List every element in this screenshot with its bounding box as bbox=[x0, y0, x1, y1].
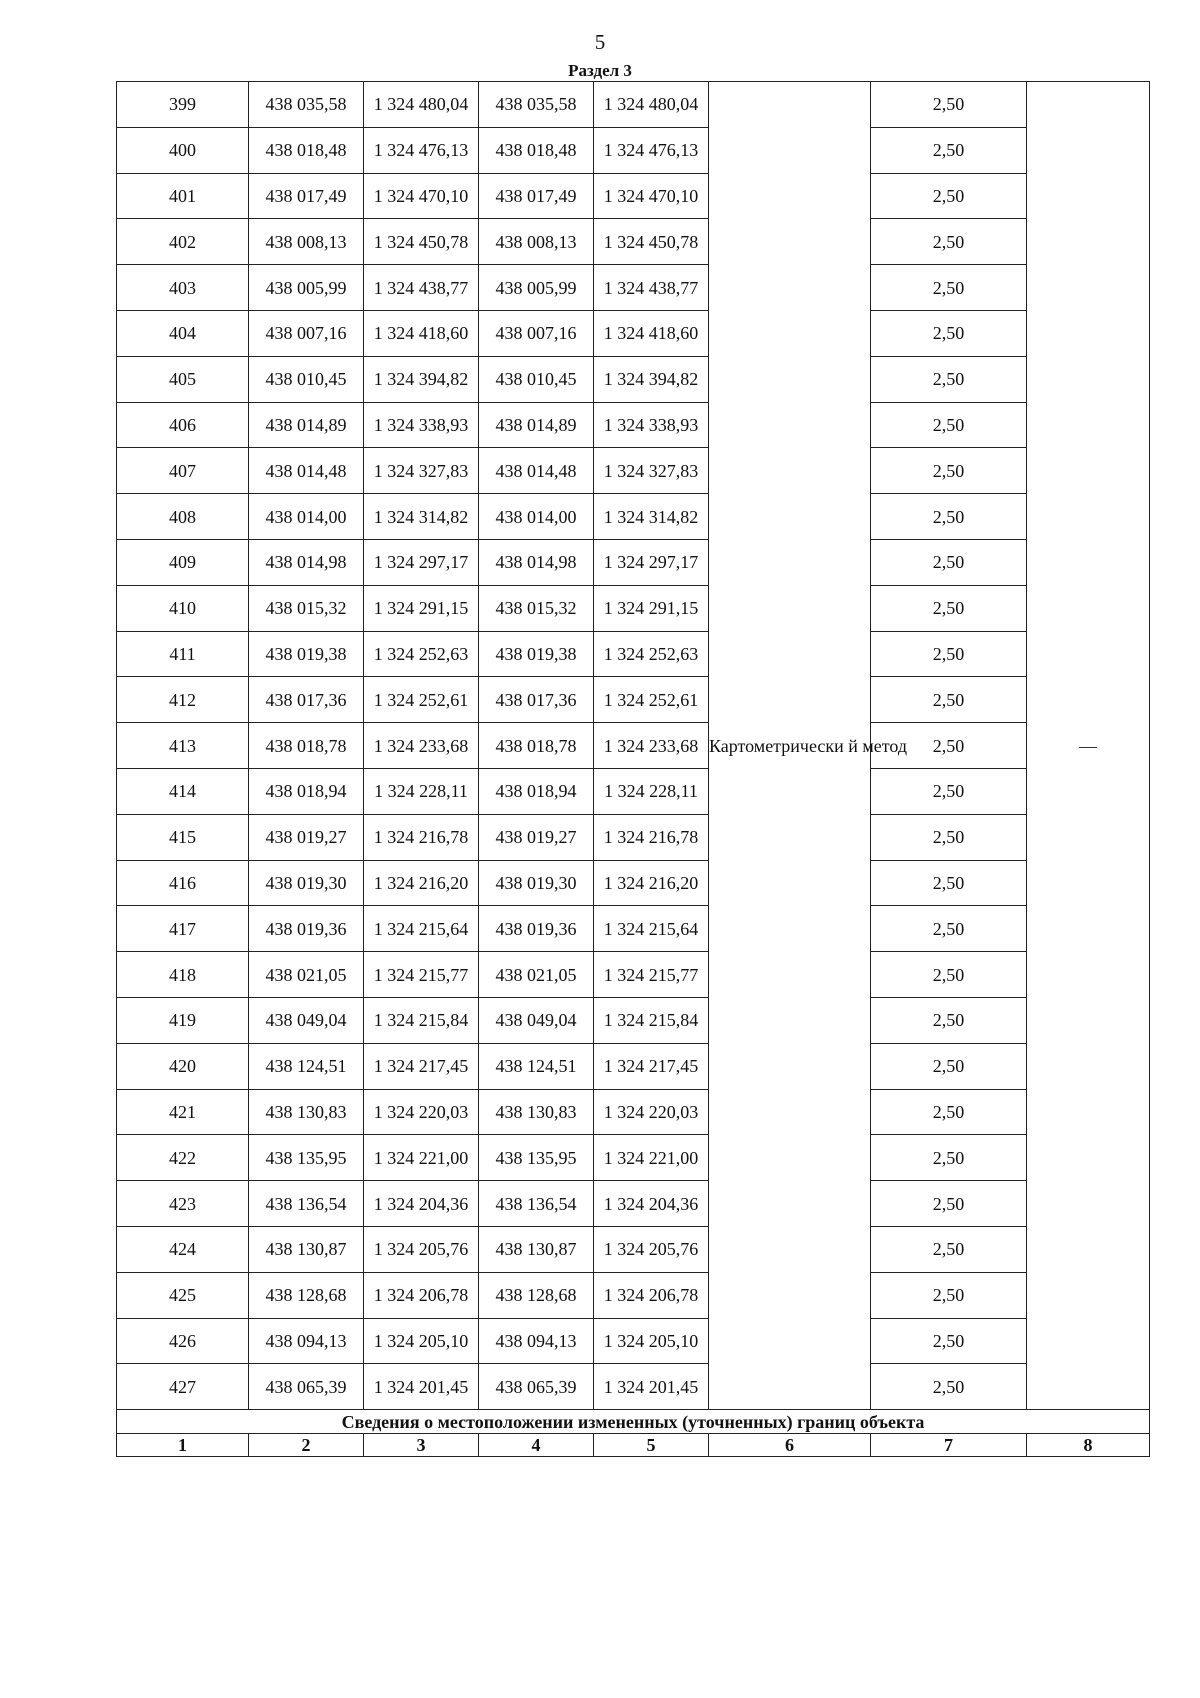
accuracy-cell: 2,50 bbox=[871, 82, 1027, 128]
table-row bbox=[117, 219, 1150, 265]
y-refined-cell: 1 324 252,61 bbox=[594, 677, 709, 723]
x-existing-cell: 438 015,32 bbox=[249, 585, 364, 631]
accuracy-cell: 2,50 bbox=[871, 402, 1027, 448]
x-refined-cell: 438 005,99 bbox=[479, 265, 594, 311]
y-refined-cell: 1 324 418,60 bbox=[594, 310, 709, 356]
table-row bbox=[117, 494, 1150, 540]
column-number: 2 bbox=[249, 1434, 364, 1457]
table-row bbox=[117, 631, 1150, 677]
point-number-cell: 415 bbox=[117, 814, 249, 860]
y-refined-cell: 1 324 438,77 bbox=[594, 265, 709, 311]
table-row bbox=[117, 585, 1150, 631]
table-row bbox=[117, 906, 1150, 952]
table-row bbox=[117, 173, 1150, 219]
accuracy-cell: 2,50 bbox=[871, 265, 1027, 311]
accuracy-cell: 2,50 bbox=[871, 1272, 1027, 1318]
y-existing-cell: 1 324 220,03 bbox=[364, 1089, 479, 1135]
point-number-cell: 425 bbox=[117, 1272, 249, 1318]
point-number-cell: 426 bbox=[117, 1318, 249, 1364]
accuracy-cell: 2,50 bbox=[871, 906, 1027, 952]
point-number-cell: 405 bbox=[117, 356, 249, 402]
y-existing-cell: 1 324 233,68 bbox=[364, 723, 479, 769]
point-number-cell: 399 bbox=[117, 82, 249, 128]
x-refined-cell: 438 065,39 bbox=[479, 1364, 594, 1410]
table-row bbox=[117, 82, 1150, 128]
y-existing-cell: 1 324 327,83 bbox=[364, 448, 479, 494]
y-refined-cell: 1 324 450,78 bbox=[594, 219, 709, 265]
point-number-cell: 422 bbox=[117, 1135, 249, 1181]
x-refined-cell: 438 021,05 bbox=[479, 952, 594, 998]
x-refined-cell: 438 049,04 bbox=[479, 997, 594, 1043]
y-existing-cell: 1 324 228,11 bbox=[364, 768, 479, 814]
x-refined-cell: 438 008,13 bbox=[479, 219, 594, 265]
point-number-cell: 419 bbox=[117, 997, 249, 1043]
table-row bbox=[117, 1043, 1150, 1089]
section-title: Раздел 3 bbox=[568, 61, 632, 80]
y-refined-cell: 1 324 470,10 bbox=[594, 173, 709, 219]
y-refined-cell: 1 324 252,63 bbox=[594, 631, 709, 677]
accuracy-cell: 2,50 bbox=[871, 173, 1027, 219]
column-number: 1 bbox=[117, 1434, 249, 1457]
table-row bbox=[117, 723, 1150, 769]
y-existing-cell: 1 324 438,77 bbox=[364, 265, 479, 311]
y-existing-cell: 1 324 418,60 bbox=[364, 310, 479, 356]
table-row bbox=[117, 265, 1150, 311]
table-row bbox=[117, 768, 1150, 814]
x-refined-cell: 438 014,98 bbox=[479, 539, 594, 585]
x-refined-cell: 438 035,58 bbox=[479, 82, 594, 128]
point-number-cell: 401 bbox=[117, 173, 249, 219]
point-number-cell: 402 bbox=[117, 219, 249, 265]
x-refined-cell: 438 014,48 bbox=[479, 448, 594, 494]
y-refined-cell: 1 324 215,64 bbox=[594, 906, 709, 952]
x-refined-cell: 438 128,68 bbox=[479, 1272, 594, 1318]
point-number-cell: 403 bbox=[117, 265, 249, 311]
point-number-cell: 414 bbox=[117, 768, 249, 814]
table-row bbox=[117, 1318, 1150, 1364]
x-existing-cell: 438 065,39 bbox=[249, 1364, 364, 1410]
accuracy-cell: 2,50 bbox=[871, 1181, 1027, 1227]
x-existing-cell: 438 018,78 bbox=[249, 723, 364, 769]
table-row bbox=[117, 1272, 1150, 1318]
y-existing-cell: 1 324 201,45 bbox=[364, 1364, 479, 1410]
x-refined-cell: 438 018,78 bbox=[479, 723, 594, 769]
accuracy-cell: 2,50 bbox=[871, 585, 1027, 631]
y-existing-cell: 1 324 217,45 bbox=[364, 1043, 479, 1089]
x-refined-cell: 438 130,87 bbox=[479, 1226, 594, 1272]
x-refined-cell: 438 018,48 bbox=[479, 127, 594, 173]
table-body bbox=[117, 82, 1150, 1457]
x-existing-cell: 438 130,87 bbox=[249, 1226, 364, 1272]
column-number: 4 bbox=[479, 1434, 594, 1457]
x-existing-cell: 438 021,05 bbox=[249, 952, 364, 998]
x-existing-cell: 438 014,48 bbox=[249, 448, 364, 494]
x-existing-cell: 438 019,38 bbox=[249, 631, 364, 677]
table-row bbox=[117, 402, 1150, 448]
y-existing-cell: 1 324 221,00 bbox=[364, 1135, 479, 1181]
point-number-cell: 423 bbox=[117, 1181, 249, 1227]
point-number-cell: 421 bbox=[117, 1089, 249, 1135]
table-row bbox=[117, 677, 1150, 723]
y-existing-cell: 1 324 204,36 bbox=[364, 1181, 479, 1227]
accuracy-cell: 2,50 bbox=[871, 631, 1027, 677]
point-number-cell: 427 bbox=[117, 1364, 249, 1410]
x-refined-cell: 438 010,45 bbox=[479, 356, 594, 402]
x-refined-cell: 438 094,13 bbox=[479, 1318, 594, 1364]
y-existing-cell: 1 324 314,82 bbox=[364, 494, 479, 540]
y-existing-cell: 1 324 291,15 bbox=[364, 585, 479, 631]
table-row bbox=[117, 1135, 1150, 1181]
accuracy-cell: 2,50 bbox=[871, 448, 1027, 494]
point-number-cell: 417 bbox=[117, 906, 249, 952]
y-existing-cell: 1 324 252,63 bbox=[364, 631, 479, 677]
y-refined-cell: 1 324 220,03 bbox=[594, 1089, 709, 1135]
y-existing-cell: 1 324 297,17 bbox=[364, 539, 479, 585]
y-refined-cell: 1 324 221,00 bbox=[594, 1135, 709, 1181]
y-refined-cell: 1 324 314,82 bbox=[594, 494, 709, 540]
accuracy-cell: 2,50 bbox=[871, 539, 1027, 585]
y-refined-cell: 1 324 217,45 bbox=[594, 1043, 709, 1089]
y-refined-cell: 1 324 205,10 bbox=[594, 1318, 709, 1364]
x-existing-cell: 438 135,95 bbox=[249, 1135, 364, 1181]
y-refined-cell: 1 324 480,04 bbox=[594, 82, 709, 128]
x-existing-cell: 438 005,99 bbox=[249, 265, 364, 311]
y-refined-cell: 1 324 476,13 bbox=[594, 127, 709, 173]
x-refined-cell: 438 019,30 bbox=[479, 860, 594, 906]
x-existing-cell: 438 018,48 bbox=[249, 127, 364, 173]
x-refined-cell: 438 135,95 bbox=[479, 1135, 594, 1181]
y-refined-cell: 1 324 327,83 bbox=[594, 448, 709, 494]
point-number-cell: 411 bbox=[117, 631, 249, 677]
x-existing-cell: 438 010,45 bbox=[249, 356, 364, 402]
x-refined-cell: 438 014,89 bbox=[479, 402, 594, 448]
y-existing-cell: 1 324 480,04 bbox=[364, 82, 479, 128]
y-refined-cell: 1 324 215,84 bbox=[594, 997, 709, 1043]
y-refined-cell: 1 324 205,76 bbox=[594, 1226, 709, 1272]
x-refined-cell: 438 019,36 bbox=[479, 906, 594, 952]
accuracy-cell: 2,50 bbox=[871, 860, 1027, 906]
accuracy-cell: 2,50 bbox=[871, 127, 1027, 173]
x-existing-cell: 438 128,68 bbox=[249, 1272, 364, 1318]
x-existing-cell: 438 018,94 bbox=[249, 768, 364, 814]
x-existing-cell: 438 019,30 bbox=[249, 860, 364, 906]
table-row bbox=[117, 127, 1150, 173]
note-cell: — bbox=[1027, 82, 1150, 1410]
table-row bbox=[117, 448, 1150, 494]
point-number-cell: 406 bbox=[117, 402, 249, 448]
y-refined-cell: 1 324 233,68 bbox=[594, 723, 709, 769]
x-existing-cell: 438 130,83 bbox=[249, 1089, 364, 1135]
column-number: 3 bbox=[364, 1434, 479, 1457]
column-number: 5 bbox=[594, 1434, 709, 1457]
x-existing-cell: 438 136,54 bbox=[249, 1181, 364, 1227]
y-refined-cell: 1 324 201,45 bbox=[594, 1364, 709, 1410]
method-cell: Картометрически й метод bbox=[709, 82, 871, 1410]
table-row bbox=[117, 952, 1150, 998]
point-number-cell: 410 bbox=[117, 585, 249, 631]
point-number-cell: 407 bbox=[117, 448, 249, 494]
accuracy-cell: 2,50 bbox=[871, 1135, 1027, 1181]
page-number: 5 bbox=[594, 30, 606, 54]
y-existing-cell: 1 324 394,82 bbox=[364, 356, 479, 402]
accuracy-cell: 2,50 bbox=[871, 677, 1027, 723]
x-existing-cell: 438 014,00 bbox=[249, 494, 364, 540]
accuracy-cell: 2,50 bbox=[871, 1364, 1027, 1410]
x-refined-cell: 438 019,27 bbox=[479, 814, 594, 860]
y-refined-cell: 1 324 394,82 bbox=[594, 356, 709, 402]
point-number-cell: 420 bbox=[117, 1043, 249, 1089]
y-refined-cell: 1 324 215,77 bbox=[594, 952, 709, 998]
y-refined-cell: 1 324 297,17 bbox=[594, 539, 709, 585]
x-refined-cell: 438 017,49 bbox=[479, 173, 594, 219]
coordinates-table bbox=[116, 81, 1150, 1457]
y-existing-cell: 1 324 205,76 bbox=[364, 1226, 479, 1272]
column-number: 8 bbox=[1027, 1434, 1150, 1457]
x-refined-cell: 438 130,83 bbox=[479, 1089, 594, 1135]
y-refined-cell: 1 324 216,20 bbox=[594, 860, 709, 906]
y-refined-cell: 1 324 216,78 bbox=[594, 814, 709, 860]
accuracy-cell: 2,50 bbox=[871, 814, 1027, 860]
y-refined-cell: 1 324 204,36 bbox=[594, 1181, 709, 1227]
x-existing-cell: 438 007,16 bbox=[249, 310, 364, 356]
x-existing-cell: 438 094,13 bbox=[249, 1318, 364, 1364]
accuracy-cell: 2,50 bbox=[871, 1043, 1027, 1089]
table-row bbox=[117, 1089, 1150, 1135]
x-refined-cell: 438 014,00 bbox=[479, 494, 594, 540]
accuracy-cell: 2,50 bbox=[871, 768, 1027, 814]
y-existing-cell: 1 324 476,13 bbox=[364, 127, 479, 173]
accuracy-cell: 2,50 bbox=[871, 356, 1027, 402]
y-existing-cell: 1 324 215,64 bbox=[364, 906, 479, 952]
table-row bbox=[117, 310, 1150, 356]
x-existing-cell: 438 035,58 bbox=[249, 82, 364, 128]
x-existing-cell: 438 008,13 bbox=[249, 219, 364, 265]
table-row bbox=[117, 356, 1150, 402]
point-number-cell: 413 bbox=[117, 723, 249, 769]
x-refined-cell: 438 124,51 bbox=[479, 1043, 594, 1089]
caption-row bbox=[117, 1410, 1150, 1434]
y-existing-cell: 1 324 470,10 bbox=[364, 173, 479, 219]
x-refined-cell: 438 018,94 bbox=[479, 768, 594, 814]
y-refined-cell: 1 324 338,93 bbox=[594, 402, 709, 448]
table-row bbox=[117, 1364, 1150, 1410]
accuracy-cell: 2,50 bbox=[871, 952, 1027, 998]
x-existing-cell: 438 017,49 bbox=[249, 173, 364, 219]
y-existing-cell: 1 324 205,10 bbox=[364, 1318, 479, 1364]
accuracy-cell: 2,50 bbox=[871, 1318, 1027, 1364]
table-row bbox=[117, 1181, 1150, 1227]
x-existing-cell: 438 124,51 bbox=[249, 1043, 364, 1089]
accuracy-cell: 2,50 bbox=[871, 1226, 1027, 1272]
accuracy-cell: 2,50 bbox=[871, 494, 1027, 540]
y-existing-cell: 1 324 338,93 bbox=[364, 402, 479, 448]
y-existing-cell: 1 324 216,20 bbox=[364, 860, 479, 906]
y-existing-cell: 1 324 216,78 bbox=[364, 814, 479, 860]
accuracy-cell: 2,50 bbox=[871, 1089, 1027, 1135]
table-row bbox=[117, 1226, 1150, 1272]
x-refined-cell: 438 015,32 bbox=[479, 585, 594, 631]
x-existing-cell: 438 017,36 bbox=[249, 677, 364, 723]
column-number: 6 bbox=[709, 1434, 871, 1457]
x-refined-cell: 438 019,38 bbox=[479, 631, 594, 677]
x-existing-cell: 438 019,27 bbox=[249, 814, 364, 860]
point-number-cell: 418 bbox=[117, 952, 249, 998]
point-number-cell: 404 bbox=[117, 310, 249, 356]
x-existing-cell: 438 014,89 bbox=[249, 402, 364, 448]
table-caption: Сведения о местоположении измененных (уточненных) границ объекта bbox=[117, 1410, 1150, 1434]
y-existing-cell: 1 324 252,61 bbox=[364, 677, 479, 723]
x-refined-cell: 438 136,54 bbox=[479, 1181, 594, 1227]
x-existing-cell: 438 014,98 bbox=[249, 539, 364, 585]
y-refined-cell: 1 324 206,78 bbox=[594, 1272, 709, 1318]
y-existing-cell: 1 324 450,78 bbox=[364, 219, 479, 265]
accuracy-cell: 2,50 bbox=[871, 219, 1027, 265]
y-refined-cell: 1 324 291,15 bbox=[594, 585, 709, 631]
table-row bbox=[117, 539, 1150, 585]
point-number-cell: 412 bbox=[117, 677, 249, 723]
accuracy-cell: 2,50 bbox=[871, 723, 1027, 769]
table-row bbox=[117, 997, 1150, 1043]
point-number-cell: 408 bbox=[117, 494, 249, 540]
table-row bbox=[117, 814, 1150, 860]
y-refined-cell: 1 324 228,11 bbox=[594, 768, 709, 814]
x-existing-cell: 438 049,04 bbox=[249, 997, 364, 1043]
accuracy-cell: 2,50 bbox=[871, 310, 1027, 356]
y-existing-cell: 1 324 206,78 bbox=[364, 1272, 479, 1318]
y-existing-cell: 1 324 215,84 bbox=[364, 997, 479, 1043]
point-number-cell: 416 bbox=[117, 860, 249, 906]
point-number-cell: 409 bbox=[117, 539, 249, 585]
x-refined-cell: 438 007,16 bbox=[479, 310, 594, 356]
x-refined-cell: 438 017,36 bbox=[479, 677, 594, 723]
point-number-cell: 400 bbox=[117, 127, 249, 173]
x-existing-cell: 438 019,36 bbox=[249, 906, 364, 952]
point-number-cell: 424 bbox=[117, 1226, 249, 1272]
column-number-row bbox=[117, 1434, 1150, 1457]
accuracy-cell: 2,50 bbox=[871, 997, 1027, 1043]
column-number: 7 bbox=[871, 1434, 1027, 1457]
table-row bbox=[117, 860, 1150, 906]
y-existing-cell: 1 324 215,77 bbox=[364, 952, 479, 998]
